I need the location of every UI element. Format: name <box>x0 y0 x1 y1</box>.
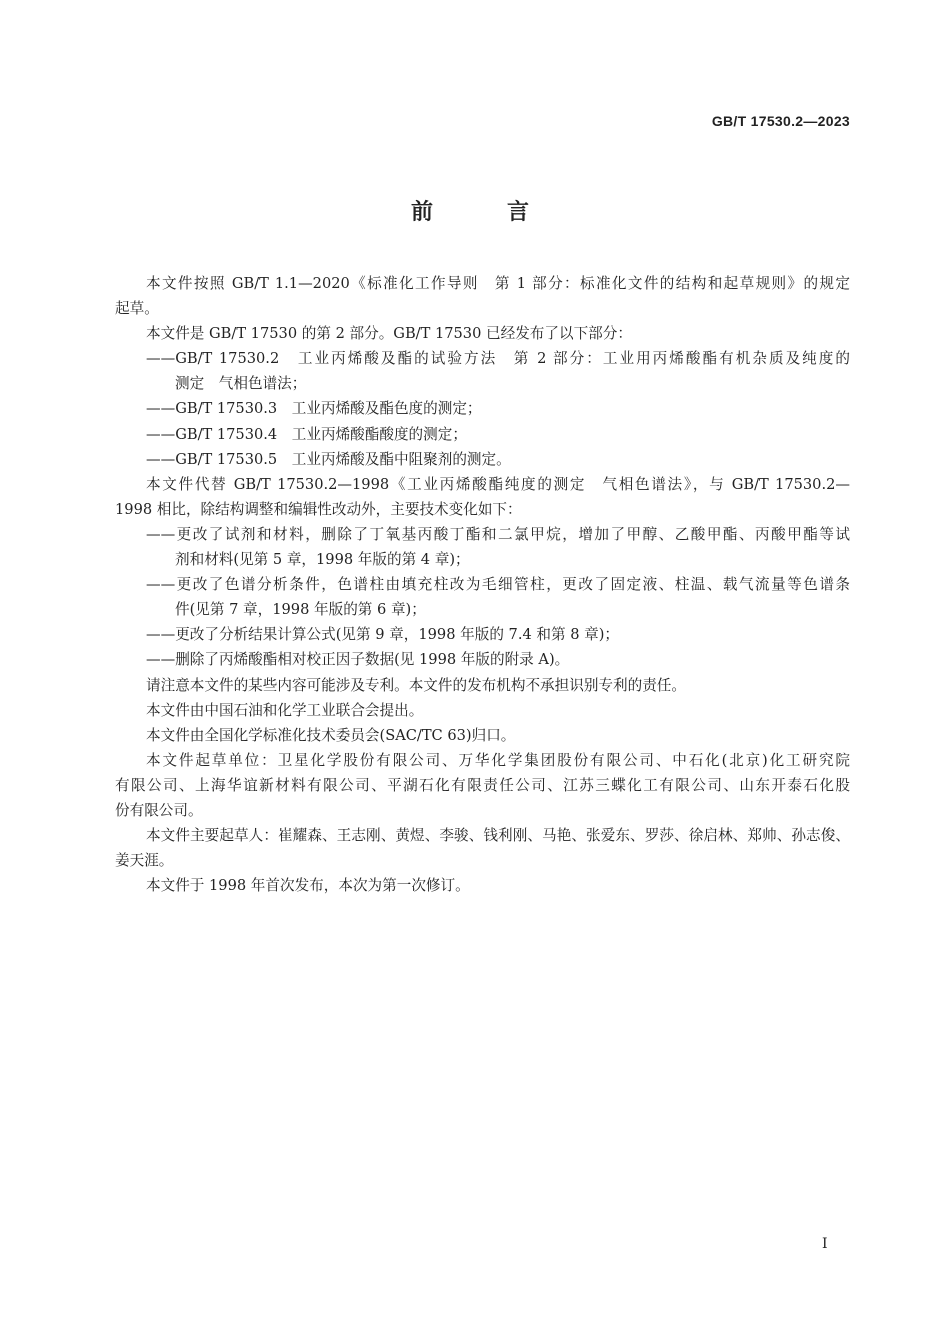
list-item <box>115 346 850 396</box>
list-item <box>115 647 850 672</box>
text-line: ——更改了分析结果计算公式(见第 9 章，1998 年版的 7.4 和第 8 章)； <box>146 626 620 644</box>
paragraph <box>115 321 850 346</box>
standard-code: GB/T 17530.2—2023 <box>711 113 850 129</box>
paragraph <box>115 823 850 873</box>
text-line: ——删除了丙烯酸酯相对校正因子数据(见 1998 年版的附录 A)。 <box>146 651 570 669</box>
paragraph <box>115 673 850 698</box>
text-line: 请注意本文件的某些内容可能涉及专利。本文件的发布机构不承担识别专利的责任。 <box>146 676 686 694</box>
text-line: ——GB/T 17530.4 工业丙烯酸酯酸度的测定； <box>146 425 467 443</box>
paragraph <box>115 698 850 723</box>
text-line: 份有限公司。 <box>115 801 203 819</box>
list-item <box>115 622 850 647</box>
text-line: 件(见第 7 章，1998 年版的第 6 章)； <box>175 601 426 619</box>
list-item <box>115 447 850 472</box>
text-line: ——GB/T 17530.2 工业丙烯酸及酯的试验方法 第 2 部分：工业用丙烯酸酯有机杂质及纯度的 <box>146 350 850 368</box>
text-line: 本文件是 GB/T 17530 的第 2 部分。GB/T 17530 已经发布了以下部分： <box>146 325 632 343</box>
text-line: 1998 相比，除结构调整和编辑性改动外，主要技术变化如下： <box>115 500 522 518</box>
text-line: 测定 气相色谱法； <box>175 375 307 393</box>
text-line: 姜天涯。 <box>115 852 174 870</box>
list-item <box>115 396 850 421</box>
list-item <box>115 422 850 447</box>
text-line: 剂和材料(见第 5 章，1998 年版的第 4 章)； <box>175 551 470 569</box>
text-line: 本文件由全国化学标准化技术委员会(SAC/TC 63)归口。 <box>146 726 516 744</box>
text-line: 本文件于 1998 年首次发布，本次为第一次修订。 <box>146 877 470 895</box>
page-title: 前 言 <box>410 199 555 225</box>
text-line: ——GB/T 17530.3 工业丙烯酸及酯色度的测定； <box>146 400 482 418</box>
text-line: ——更改了试剂和材料，删除了丁氧基丙酸丁酯和二氯甲烷，增加了甲醇、乙酸甲酯、丙酸甲酯等试 <box>146 525 850 543</box>
text-line: 有限公司、上海华谊新材料有限公司、平湖石化有限责任公司、江苏三蝶化工有限公司、山东开泰石化股 <box>115 776 850 794</box>
text-line: 本文件由中国石油和化学工业联合会提出。 <box>146 701 424 719</box>
paragraph <box>115 873 850 898</box>
text-line: 起草。 <box>115 300 159 318</box>
paragraph <box>115 472 850 522</box>
text-line: 本文件按照 GB/T 1.1—2020《标准化工作导则 第 1 部分：标准化文件的结构和起草规则》的规定 <box>146 275 850 292</box>
paragraph <box>115 723 850 748</box>
paragraph <box>115 748 850 823</box>
text-line: 本文件主要起草人：崔耀森、王志刚、黄煜、李骏、钱利刚、马艳、张爱东、罗莎、徐启林、郑帅、孙志俊、 <box>146 827 850 845</box>
paragraph <box>115 271 850 321</box>
text-line: ——更改了色谱分析条件，色谱柱由填充柱改为毛细管柱，更改了固定液、柱温、载气流量等色谱条 <box>146 576 850 594</box>
list-item <box>115 572 850 622</box>
list-item <box>115 522 850 572</box>
text-line: 本文件代替 GB/T 17530.2—1998《工业丙烯酸酯纯度的测定 气相色谱法》，与 GB/T 17530.2— <box>146 475 850 493</box>
foreword-body <box>115 271 850 898</box>
text-line: 本文件起草单位：卫星化学股份有限公司、万华化学集团股份有限公司、中石化(北京)化工研究院 <box>146 751 850 769</box>
page-number: I <box>822 1236 828 1252</box>
text-line: ——GB/T 17530.5 工业丙烯酸及酯中阻聚剂的测定。 <box>146 450 511 468</box>
